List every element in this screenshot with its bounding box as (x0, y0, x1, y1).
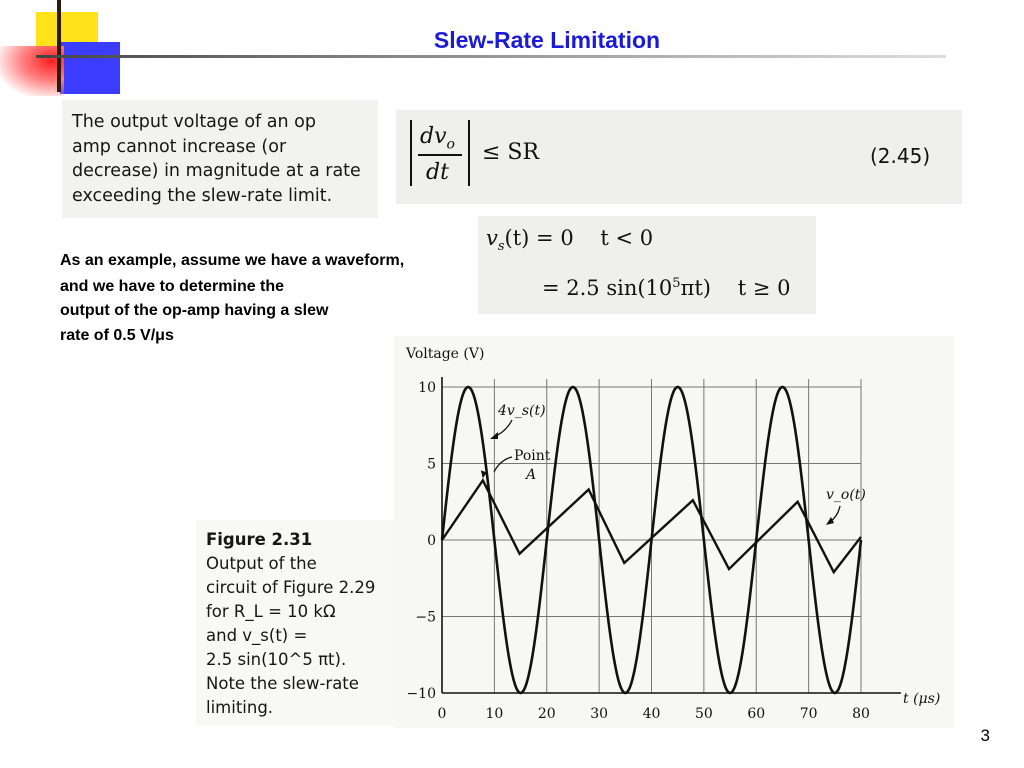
x-tick-label: 0 (437, 706, 447, 722)
example-line-3: output of the op-amp having a slew (60, 302, 329, 319)
example-line-4: rate of 0.5 V/μs (60, 327, 174, 344)
vs-line-2: = 2.5 $\sin(10^5\pi t)$ t ≥ 0 (542, 276, 791, 300)
x-tick-label: 60 (747, 706, 766, 722)
y-tick-label: 0 (427, 533, 436, 549)
x-tick-label: 20 (537, 706, 556, 722)
equation-2-45 (396, 110, 962, 204)
eq-denominator: dt (426, 160, 449, 185)
annotation-vo: v_o(t) (826, 487, 866, 503)
eq-rhs: ≤ SR (482, 140, 540, 165)
header-rule (36, 55, 946, 58)
y-tick-label: 5 (427, 456, 436, 473)
input-definition (478, 216, 816, 314)
eq-number: (2.45) (870, 144, 931, 168)
slide-title: Slew-Rate Limitation (433, 27, 661, 53)
x-tick-label: 70 (799, 706, 818, 722)
example-line-2: and we have to determine the (60, 278, 285, 295)
caption-line: circuit of Figure 2.29 (206, 578, 376, 597)
y-tick-label: 10 (418, 380, 436, 396)
x-tick-label: 80 (852, 706, 870, 722)
voltage-vs-time-chart (394, 336, 954, 728)
x-tick-label: 30 (590, 706, 609, 722)
example-line-1: As an example, assume we have a waveform, (60, 252, 405, 269)
textbook-excerpt (62, 100, 378, 218)
excerpt-line: The output voltage of an op (72, 112, 316, 132)
caption-line: for R_L = 10 kΩ (206, 602, 336, 621)
caption-line: Note the slew-rate (206, 674, 359, 693)
y-tick-label: −5 (415, 609, 436, 626)
annotation-point-a: Point (514, 448, 551, 464)
caption-line: Output of the (206, 554, 317, 573)
annotation-4vs: 4v_s(t) (498, 403, 546, 419)
x-tick-label: 40 (642, 706, 661, 722)
x-axis-label: t (μs) (903, 691, 941, 707)
caption-line: and v_s(t) = (206, 626, 308, 645)
page-number: 3 (980, 726, 990, 745)
y-axis-label: Voltage (V) (406, 346, 485, 362)
figure-caption (196, 520, 396, 726)
y-tick-label: −10 (406, 686, 436, 702)
x-tick-label: 50 (694, 706, 713, 722)
eq-numerator: $dv_o$ (420, 124, 455, 153)
excerpt-line: amp cannot increase (or (72, 136, 287, 157)
caption-line: limiting. (206, 698, 274, 717)
x-tick-label: 10 (485, 706, 504, 722)
figure-number: Figure 2.31 (206, 530, 313, 549)
vs-line-1: $v_s(t) = 0$ t < 0 (486, 226, 654, 255)
caption-line: 2.5 sin(10^5 πt). (206, 650, 347, 669)
excerpt-line: exceeding the slew-rate limit. (72, 185, 333, 206)
excerpt-line: decrease) in magnitude at a rate (72, 161, 361, 181)
annotation-point-a-letter: A (526, 467, 537, 483)
